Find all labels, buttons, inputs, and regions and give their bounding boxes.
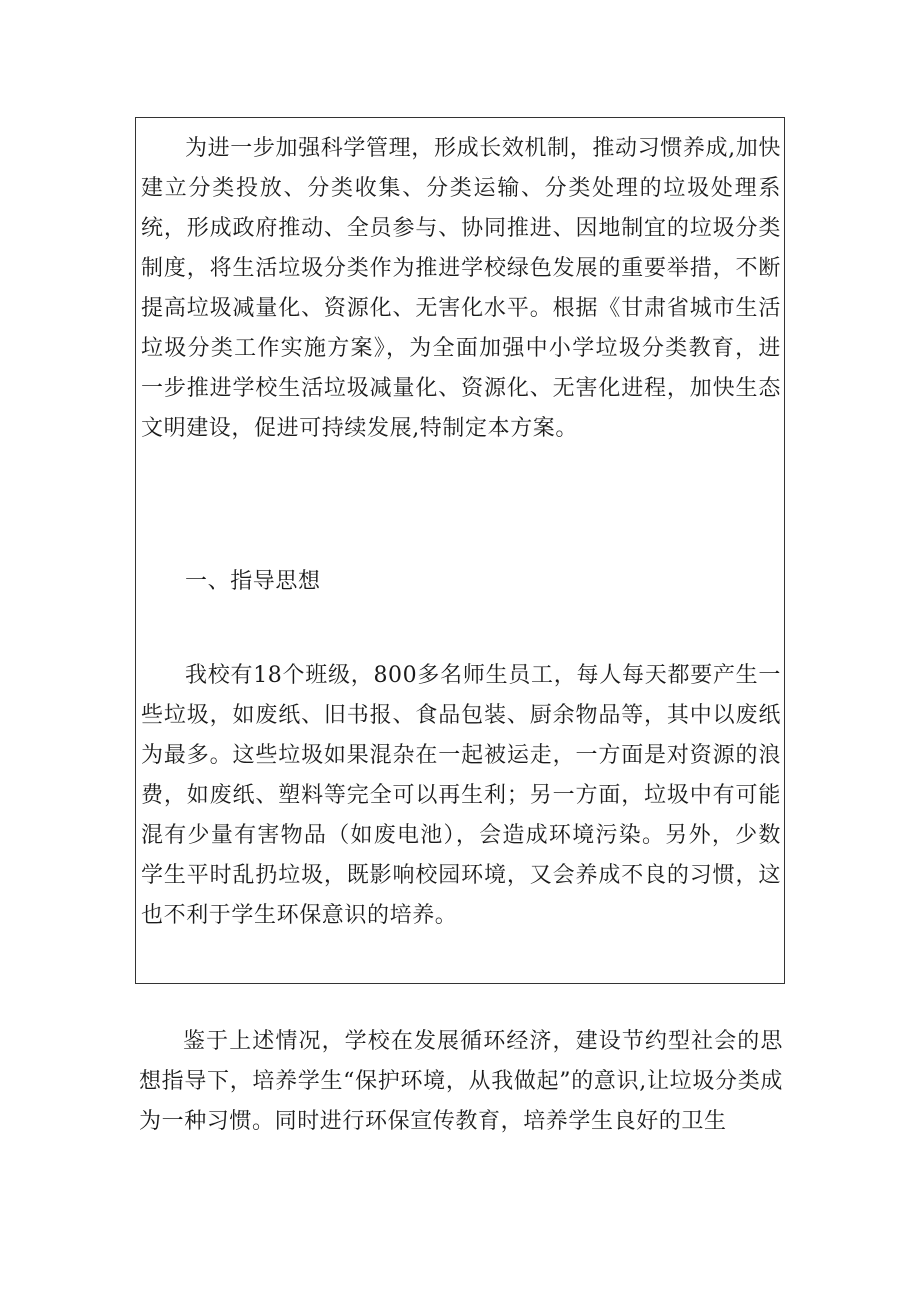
intro-paragraph: 为进一步加强科学管理，形成长效机制，推动习惯养成,加快建立分类投放、分类收集、分类运输、分类处理的垃圾处理系统，形成政府推动、全员参与、协同推进、因地制宜的垃圾分类制度，将生活垃圾分类作为推进学校绿色发展的重要举措，不断提高垃圾减量化、资源化、无害化水平。根据《甘肃省城市生活垃圾分类工作实施方案》，为全面加强中小学垃圾分类教育，进一步推进学校生活垃圾减量化、资源化、无害化进程，加快生态文明建设，促进可持续发展,特制定本方案。 (141, 136, 781, 441)
section-heading-guiding-ideology: 一、指导思想 (185, 569, 321, 594)
approach-paragraph: 鉴于上述情况，学校在发展循环经济，建设节约型社会的思想指导下，培养学生“保护环境，从我做起”的意识,让垃圾分类成为一种习惯。同时进行环保宣传教育，培养学生良好的卫生 (139, 1029, 783, 1134)
school-situation-paragraph: 我校有18个班级，800多名师生员工，每人每天都要产生一些垃圾，如废纸、旧书报、食品包装、厨余物品等，其中以废纸为最多。这些垃圾如果混杂在一起被运走，一方面是对资源的浪费，如废纸、塑料等完全可以再生利；另一方面，垃圾中有可能混有少量有害物品（如废电池），会造成环境污染。另外，少数学生平时乱扔垃圾，既影响校园环境，又会养成不良的习惯，这也不利于学生环保意识的培养。 (141, 663, 781, 928)
